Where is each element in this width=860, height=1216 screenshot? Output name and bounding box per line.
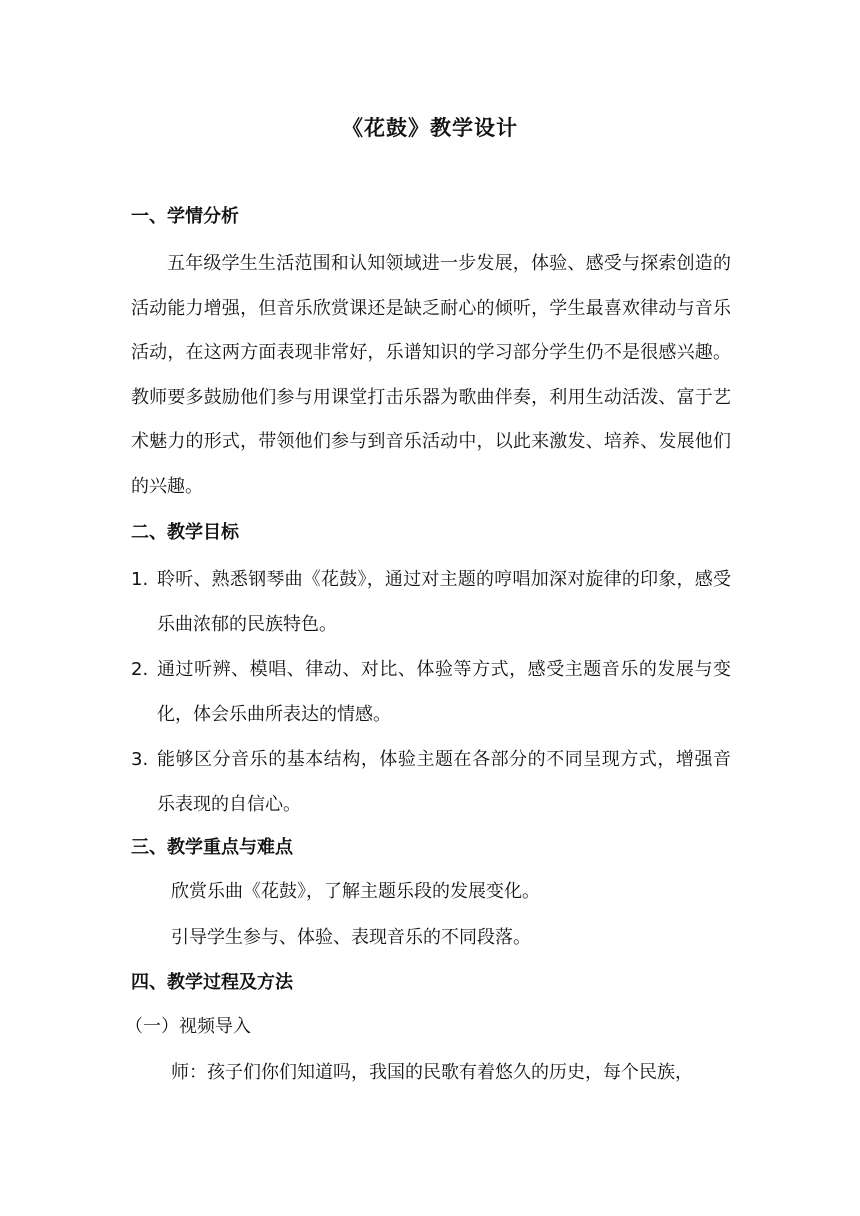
key-point-line-2: 引导学生参与、体验、表现音乐的不同段落。 <box>171 927 531 948</box>
goal-item-1 <box>131 557 731 647</box>
document-title: 《花鼓》教学设计 <box>342 116 518 140</box>
section-heading-key-points: 三、教学重点与难点 <box>131 837 293 858</box>
teacher-dialogue-line: 师：孩子们你们知道吗，我国的民歌有着悠久的历史，每个民族， <box>171 1062 693 1083</box>
goal-text: 通过听辨、模唱、律动、对比、体验等方式，感受主题音乐的发展与变化，体会乐曲所表达的情感。 <box>157 659 731 725</box>
goal-number: 1. <box>131 569 149 590</box>
section-heading-teaching-goals: 二、教学目标 <box>131 522 239 543</box>
sub-heading-video-intro: （一）视频导入 <box>125 1016 251 1037</box>
goal-item-2 <box>131 647 731 737</box>
goal-text: 能够区分音乐的基本结构，体验主题在各部分的不同呈现方式，增强音乐表现的自信心。 <box>157 749 731 815</box>
goal-item-3 <box>131 737 731 827</box>
key-point-line-1: 欣赏乐曲《花鼓》，了解主题乐段的发展变化。 <box>171 881 540 902</box>
learning-analysis-paragraph: 五年级学生生活范围和认知领域进一步发展，体验、感受与探索创造的活动能力增强，但音乐欣赏课还是缺乏耐心的倾听，学生最喜欢律动与音乐活动，在这两方面表现非常好，乐谱知识的学习部分学生仍不是很感兴趣。教师要多鼓励他们参与用课堂打击乐器为歌曲伴奏，利用生动活泼、富于艺术魅力的形式，带领他们参与到音乐活动中，以此来激发、培养、发展他们的兴趣。 <box>131 253 731 497</box>
goal-text: 聆听、熟悉钢琴曲《花鼓》，通过对主题的哼唱加深对旋律的印象，感受乐曲浓郁的民族特色。 <box>157 569 731 635</box>
goal-number: 3. <box>131 749 149 770</box>
section-heading-teaching-process: 四、教学过程及方法 <box>131 972 293 993</box>
section-heading-learning-analysis: 一、学情分析 <box>131 206 239 227</box>
goal-number: 2. <box>131 659 149 680</box>
